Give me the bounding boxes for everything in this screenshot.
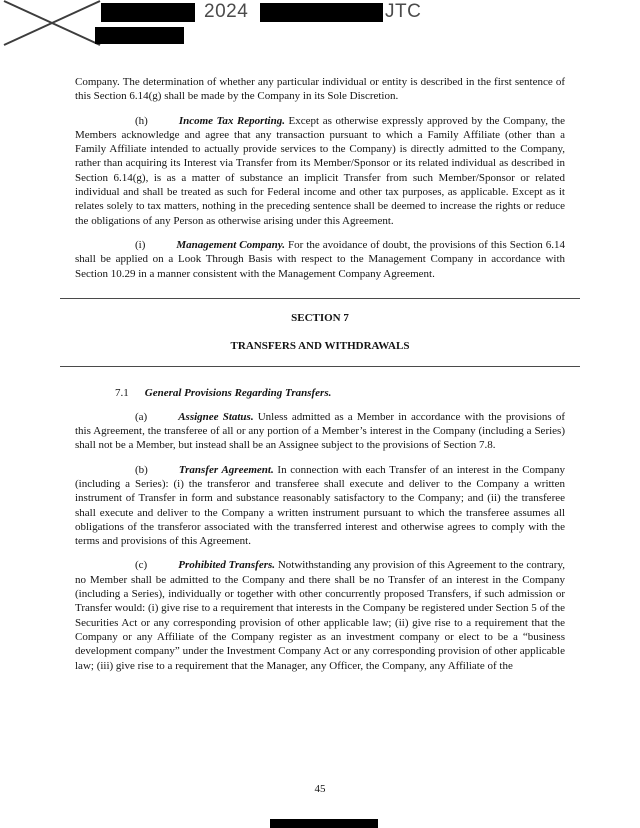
- page-number: 45: [314, 783, 326, 795]
- paragraph-title: Transfer Agreement.: [178, 463, 274, 476]
- divider-line: [60, 366, 580, 367]
- section-title: TRANSFERS AND WITHDRAWALS: [230, 340, 410, 353]
- paragraph-title: Income Tax Reporting.: [178, 114, 285, 127]
- paragraph-b: [75, 463, 565, 549]
- paragraph-text: Unless admitted as a Member in accordance with the provisions of this Agreement, the transferee of all or any portion of a Member’s interest in the Company (including a Series) shall not be a Member, but instead shall be an Assignee subject to the provisions of Section 7.8.: [75, 410, 565, 452]
- redaction-bar: [95, 27, 184, 44]
- redaction-bar: [270, 819, 378, 828]
- divider-line: [60, 298, 580, 299]
- paragraph-text: In connection with each Transfer of an interest in the Company (including a Series): (i) the transferor and transferee shall execute and deliver to the Company a written instrument of Transfer in form and substance reasonably satisfactory to the Company; and (ii) the transferee shall execute and deliver to the Company a written instrument pursuant to which the transferee assumes all obligations of the transferor associated with the transferred interest and otherwise agrees to comply with the terms and provisions of this Agreement.: [75, 463, 565, 548]
- crossed-out-x-icon: [2, 0, 102, 46]
- page-footer: [0, 783, 640, 795]
- paragraph-label: (c): [135, 559, 148, 572]
- subsection-7-1-heading: [75, 386, 565, 400]
- paragraph-a: [75, 410, 565, 453]
- subsection-number: 7.1: [115, 387, 129, 400]
- paragraph-continuation: Company. The determination of whether any particular individual or entity is described in the first sentence of this Section 6.14(g) shall be made by the Company in its Sole Discretion.: [75, 76, 565, 103]
- document-body: [75, 75, 565, 683]
- paragraph-h: [75, 114, 565, 228]
- paragraph-c: [75, 558, 565, 672]
- paragraph-title: Prohibited Transfers.: [178, 559, 276, 572]
- paragraph-label: (h): [135, 114, 148, 127]
- paragraph-label: (i): [135, 238, 146, 251]
- paragraph-title: Assignee Status.: [178, 410, 254, 423]
- paragraph-text: Except as otherwise expressly approved by the Company, the Members acknowledge and agree that any transaction pursuant to which a Family Affiliate (other than a Family Affiliate intended to actually provide services to the Company) is directly admitted to the Company, rather than acquiring its Interest via Transfer from its Member/Sponsor or its related individual as described in Section 6.14(g), is as a matter of substance an implicit Transfer from such Member/Sponsor or related individual and shall be treated as such for Federal income and other tax purposes, as applicable. Except as it relates solely to tax matters, nothing in the preceding sentence shall be deemed to increase the rights or reduce the obligations of any Person as otherwise arising under this Agreement.: [75, 114, 565, 227]
- stamp-year: 2024: [204, 1, 249, 22]
- stamp-suffix: JTC: [385, 1, 422, 22]
- paragraph-label: (b): [135, 463, 148, 476]
- redaction-bar: [101, 3, 195, 22]
- paragraph-text: Notwithstanding any provision of this Agreement to the contrary, no Member shall be admitted to the Company and there shall be no Transfer of an interest in the Company (including a Series), individually or together with other concurrently proposed Transfers, if such admission or Transfer would: (i) give rise to a requirement that interests in the Company be registered under Section 5 of the Securities Act or any corresponding provision of other applicable law; (ii) give rise to a requirement that the Company or any Affiliate of the Company register as an investment company or elect to be a “business development company” under the Investment Company Act or any corresponding provision of other applicable law; (iii) give rise to a requirement that the Manager, any Officer, the Company, any Affiliate of the: [75, 559, 566, 672]
- paragraph-i: [75, 238, 565, 281]
- paragraph-title: Management Company.: [176, 238, 286, 251]
- page-header: [0, 0, 640, 52]
- redaction-bar: [260, 3, 383, 22]
- section-heading-block: [60, 298, 580, 368]
- paragraph-label: (a): [135, 410, 148, 423]
- paragraph-text: For the avoidance of doubt, the provisions of this Section 6.14 shall be applied on a Look Through Basis with respect to the Management Company in accordance with Section 10.29 in a manner consistent with the Management Company Agreement.: [75, 238, 565, 280]
- section-number: SECTION 7: [291, 311, 349, 324]
- subsection-title: General Provisions Regarding Transfers.: [144, 387, 332, 400]
